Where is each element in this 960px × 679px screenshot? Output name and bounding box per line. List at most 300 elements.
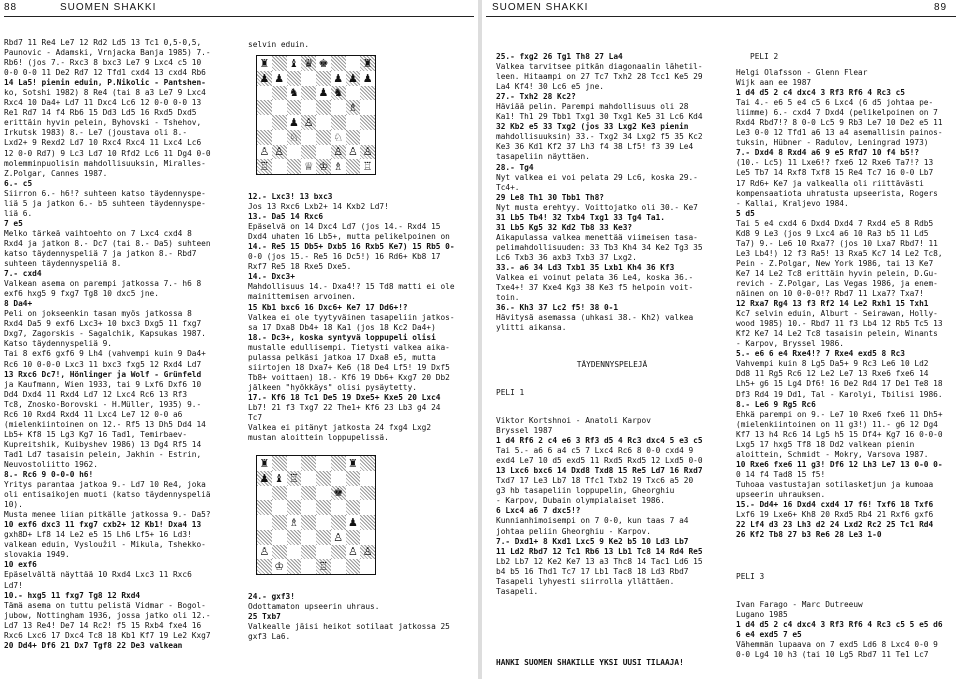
text-line: Kd8 9 Le3 (jos 9 Lxc4 a6 10 Ra3 b5 11 Ld5 bbox=[736, 228, 929, 238]
chess-square bbox=[257, 130, 272, 145]
text-line: Mahdollisuus 14.- Dxa4!? 15 Td8 matti ei ole bbox=[248, 282, 455, 292]
chess-square bbox=[257, 100, 272, 115]
text-line: 14 La5! pienin eduin, P.Nikolic - Pantshen- bbox=[4, 78, 206, 88]
chess-piece-square bbox=[331, 71, 346, 86]
text-line: ja Kaufmann, Wien 1933, tai 9 Lxf6 Dxf6 10 bbox=[4, 379, 202, 389]
chess-piece-icon: ♙ bbox=[303, 115, 314, 129]
game-3-title: PELI 3 bbox=[736, 572, 765, 581]
text-line: 10 Rxe6 fxe6 11 g3! Df6 12 Lh3 Le7 13 0-0 0- bbox=[736, 459, 943, 469]
text-line: Lb2 Lb7 12 Ke2 Ke7 13 a3 Thc8 14 Tac1 Ld6 15 bbox=[496, 556, 703, 566]
text-line: 8.- Rc6 9 0-0-0 h6! bbox=[4, 470, 94, 480]
text-line: La4 Kf4! 30 Lc6 e5 jne. bbox=[496, 82, 604, 92]
text-line: Ld7! bbox=[4, 580, 23, 590]
chess-piece-square bbox=[301, 159, 316, 174]
chess-square bbox=[331, 115, 346, 130]
chess-piece-icon: ♙ bbox=[333, 530, 344, 544]
text-line: 0-0 0-0 11 De2 Rd7 12 Tfd1 cxd4 13 cxd4 Rb6 bbox=[4, 68, 206, 78]
text-line: 15 Kb1 bxc6 16 Dxc6+ Ke7 17 Dd6+!? bbox=[248, 302, 408, 312]
text-line: 29 Le8 Th1 30 Tbb1 Th8? bbox=[496, 192, 604, 202]
chess-square bbox=[316, 456, 331, 471]
chess-square bbox=[272, 545, 287, 560]
text-line: Ke7 14 Le2 Tc8 erittäin hyvin pelein, D.Gu- bbox=[736, 268, 938, 278]
chess-square bbox=[346, 471, 361, 486]
text-line: valkean eduin, Vysloužil - Mikula, Tshekko- bbox=[4, 540, 206, 550]
chess-piece-icon: ♖ bbox=[259, 160, 270, 174]
right-page bbox=[482, 0, 960, 679]
chess-piece-square bbox=[331, 530, 346, 545]
chess-square bbox=[346, 130, 361, 145]
chess-piece-icon: ♗ bbox=[288, 515, 299, 529]
text-line: 25.- fxg2 26 Tg1 Th8 27 La4 bbox=[496, 52, 623, 61]
text-line: johtaa peliin Gheorghiu - Karpov. bbox=[496, 526, 651, 536]
chess-piece-icon: ♔ bbox=[318, 160, 329, 174]
text-line: Lb7! 21 f3 Txg7 22 The1+ Kf6 23 Lb3 g4 24 bbox=[248, 402, 441, 412]
text-line: Dxg7, Zagorskis - Sagalchik, Kapsukas 1987. bbox=[4, 329, 206, 339]
chess-square bbox=[301, 559, 316, 574]
text-line: 31 Lb5 Kg5 32 Kd2 Tb8 33 Ke3? bbox=[496, 222, 633, 232]
chess-square bbox=[257, 486, 272, 501]
text-line: 24.- gxf3! bbox=[248, 592, 295, 601]
chess-piece-square bbox=[257, 56, 272, 71]
text-line: Rxf7 Re5 18 Rxe5 Dxe5. bbox=[248, 262, 352, 272]
chess-piece-square bbox=[360, 159, 375, 174]
text-line: Valkea ei pitänyt jatkosta 24 fxg4 Lxg2 bbox=[248, 423, 432, 433]
text-line: upseerin uhrauksen. bbox=[736, 489, 826, 499]
text-line: pulassa pelkäsi jatkoa 17 Dxa8 e5, mutta bbox=[248, 352, 436, 362]
chess-square bbox=[316, 500, 331, 515]
chess-piece-icon: ♟ bbox=[347, 71, 358, 85]
text-line: katso täydennyspeliä 7 ja jatkon 8.- Rbd7 bbox=[4, 248, 197, 258]
text-line: g3 hb tasapeliin loppupelin, Gheorghiu bbox=[496, 486, 675, 496]
chess-square bbox=[287, 145, 302, 160]
text-line: 12.- Lxc3! 13 bxc3 bbox=[248, 192, 333, 201]
chess-piece-icon: ♜ bbox=[259, 56, 270, 70]
chess-square bbox=[346, 559, 361, 574]
text-line: Häviää pelin. Parempi mahdollisuus oli 28 bbox=[496, 102, 689, 112]
right-header-rule bbox=[486, 16, 956, 17]
text-line: Katso täydennyspeliä 9. bbox=[4, 339, 112, 349]
text-line: Le5 Tb7 14 Rxf8 Txf8 15 Re4 Tc7 16 0-0 Lb7 bbox=[736, 168, 934, 178]
text-line: liä 5 ja jatkon 6.- b5 suhteen täydennyspe- bbox=[4, 198, 206, 208]
text-line: mustalle edullisempi. Tietysti valkea aika- bbox=[248, 342, 450, 352]
chess-square bbox=[301, 100, 316, 115]
text-line: Lxd2+ 9 Rexd2 Ld7 10 Rxc4 Rxc4 11 Lxc4 Lc6 bbox=[4, 138, 202, 148]
text-line: 10 exf6 bbox=[4, 560, 37, 570]
text-line: Rxc6 Lxc6 17 Dxc4 Tc8 18 Kb1 Kf7 19 Le2 Kxg7 bbox=[4, 630, 211, 640]
chess-piece-icon: ♜ bbox=[259, 456, 270, 470]
chess-piece-icon: ♚ bbox=[333, 486, 344, 500]
text-line: Dd4 Dxd4 11 Rxd4 Ld7 12 Lxc4 Rc6 13 Rf3 bbox=[4, 389, 188, 399]
chess-piece-square bbox=[257, 71, 272, 86]
chess-square bbox=[301, 515, 316, 530]
text-line: jälkeen "hyökkäys" olisi pysäytetty. bbox=[248, 382, 417, 392]
text-line: Pein - Z.Polgar, New York 1986, tai 13 Ke7 bbox=[736, 258, 934, 268]
chess-square bbox=[346, 56, 361, 71]
text-line: Kc7 selvin eduin, Alburt - Seirawan, Holly- bbox=[736, 309, 938, 319]
text-line: Irkutsk 1983) 8.- Le7 (joustava oli 8.- bbox=[4, 128, 188, 138]
text-line: Kunnianhimoisempi on 7 0-0, kun taas 7 a4 bbox=[496, 516, 689, 526]
text-line: Siirron 6.- h6!? suhteen katso täydennyspe- bbox=[4, 188, 206, 198]
chess-piece-square bbox=[287, 130, 302, 145]
chess-square bbox=[287, 71, 302, 86]
chess-square bbox=[331, 100, 346, 115]
text-line: 1 d4 d5 2 c4 dxc4 3 Rf3 Rf6 4 Rc3 c5 5 e5 d6 bbox=[736, 620, 943, 630]
chess-square bbox=[346, 500, 361, 515]
text-line: Paunovic - Adamski, Vrnjacka Banja 1985) 7.- bbox=[4, 48, 211, 58]
chess-square bbox=[360, 500, 375, 515]
chess-piece-icon: ♕ bbox=[303, 160, 314, 174]
chess-square bbox=[301, 486, 316, 501]
text-line: Lb5+ Kf8 15 Lg3 Kg7 16 Tad1, Temirbaev- bbox=[4, 429, 188, 439]
text-line: 0 14 f4 Tad8 15 f5! bbox=[736, 469, 826, 479]
text-line: 13 Rxc6 Dc7!, Hönlinger ja Wolf - Grünfeld bbox=[4, 369, 202, 379]
chess-square bbox=[287, 486, 302, 501]
text-line: 31 Lb5 Tb4! 32 Txb4 Txg1 33 Tg4 Ta1. bbox=[496, 212, 665, 222]
text-line: 7 e5 bbox=[4, 218, 23, 228]
chess-square bbox=[360, 471, 375, 486]
text-line: Ehkä parempi on 9.- Le7 10 Rxe6 fxe6 11 Dh5+ bbox=[736, 409, 943, 419]
text-line: 26 Kf2 Tb8 27 b3 Re6 28 Le3 1-0 bbox=[736, 530, 882, 540]
text-line: 22 Lf4 d3 23 Lh3 d2 24 Lxd2 Rc2 25 Tc1 Rd4 bbox=[736, 520, 934, 530]
chess-square bbox=[272, 130, 287, 145]
chess-square bbox=[331, 500, 346, 515]
chess-square bbox=[301, 530, 316, 545]
chess-square bbox=[301, 471, 316, 486]
left-column-1 bbox=[4, 38, 242, 679]
text-line: slovakia 1949. bbox=[4, 550, 70, 560]
chess-piece-icon: ♞ bbox=[288, 86, 299, 100]
chess-square bbox=[272, 486, 287, 501]
text-line: Musta menee liian pitkälle jatkossa 9.- Da5? bbox=[4, 510, 211, 520]
chess-square bbox=[287, 545, 302, 560]
text-line: Aikapulassa valkea menettää viimeisen tasa- bbox=[496, 232, 698, 242]
text-line: leen. Hitaampi on 27 Tc7 Txh2 28 Tcc1 Ke5 29 bbox=[496, 72, 703, 82]
text-line: Rb6! (jos 7.- Rxc3 8 bxc3 Le7 9 Lxc4 c5 10 bbox=[4, 58, 202, 68]
chess-square bbox=[331, 559, 346, 574]
text-line: suhteen täydennyspeliä 8. bbox=[4, 259, 122, 269]
chess-square bbox=[316, 145, 331, 160]
chess-square bbox=[287, 559, 302, 574]
left-header-rule bbox=[4, 16, 474, 17]
text-line: exd4 Le7 10 d5 exd5 11 Rxd5 Rxd5 12 Lxd5 0-0 bbox=[496, 456, 703, 466]
text-line: 7.- Dxd1+ 8 Kxd1 Lxc5 9 Ke2 b5 10 Ld3 Lb7 bbox=[496, 536, 689, 546]
text-line: Vahvempi kuin 8 Lg5 Da5+ 9 Rc3 Le6 10 Ld2 bbox=[736, 359, 929, 369]
chess-piece-icon: ♗ bbox=[333, 160, 344, 174]
chess-piece-square bbox=[257, 159, 272, 174]
text-line: wood 1985) 10.- Rbd7 11 f3 Lb4 12 Rb5 Tc5 13 bbox=[736, 319, 943, 329]
text-line: (mielenkiintoinen on 12.- Rf5 13 Dh5 Dd4 14 bbox=[4, 419, 206, 429]
chess-square bbox=[346, 115, 361, 130]
chess-square bbox=[360, 530, 375, 545]
chess-piece-square bbox=[360, 545, 375, 560]
chess-square bbox=[257, 86, 272, 101]
text-line: Re1 Rd7 14 f4 Rb6 15 Dd3 Ld5 16 Rxd5 Dxd5 bbox=[4, 108, 197, 118]
text-line: Txe4+! 37 Kxe4 Kg3 38 Ke3 f5 helpoin voit- bbox=[496, 283, 694, 293]
text-line: 20 Dd4+ Df6 21 Dx7 Tgf8 22 De3 valkean bbox=[4, 640, 183, 650]
text-line: näinen on 10 0-0-0!? Rbd7 11 Lxa7? Txa7! bbox=[736, 289, 924, 299]
text-line: Tai 5.- a6 6 a4 c5 7 Lxc4 Rc6 8 0-0 cxd4 9 bbox=[496, 446, 694, 456]
section-title: TÄYDENNYSPELEJÄ bbox=[576, 360, 648, 369]
chess-piece-icon: ♟ bbox=[288, 115, 299, 129]
text-line: Yritys parantaa jatkoa 9.- Ld7 10 Re4, joka bbox=[4, 480, 206, 490]
text-line: Rxd4 Rbd7!? 8 0-0 Lc5 9 Rb3 Le7 10 De2 e5 11 bbox=[736, 118, 943, 128]
chess-square bbox=[287, 159, 302, 174]
text-line: 6 Lxc4 a6 7 dxc5!? bbox=[496, 506, 581, 516]
chess-square bbox=[272, 86, 287, 101]
text-line: Kf2 Ke7 14 Le2 Tc8 tasaisin pelein, Winants bbox=[736, 329, 938, 339]
chess-piece-square bbox=[287, 471, 302, 486]
text-line: Valkea ei ole tyytyväinen tasapeliin jatkos- bbox=[248, 312, 455, 322]
chess-piece-icon: ♝ bbox=[288, 56, 299, 70]
chess-piece-square bbox=[301, 115, 316, 130]
chess-square bbox=[257, 559, 272, 574]
text-line: Kupreitshik, Kuibyshev 1986) 13 Dg4 Rf5 14 bbox=[4, 439, 202, 449]
chess-piece-icon: ♟ bbox=[362, 71, 373, 85]
text-line: Helgi Olafsson - Glenn Flear bbox=[736, 68, 868, 77]
text-line: 15.- Dd4+ 16 Dxd4 cxd4 17 f6! Txf6 18 Txf6 bbox=[736, 500, 934, 510]
chess-piece-icon: ♙ bbox=[274, 145, 285, 159]
text-line: Le3 0-0 12 Tfd1 a6 13 a4 asemallisin painos- bbox=[736, 128, 943, 138]
text-line: exf6 hxg5 9 fxg7 Tg8 10 dxc5 jne. bbox=[4, 289, 159, 299]
chess-piece-icon: ♙ bbox=[347, 145, 358, 159]
text-line: 17 Rd6+ Ke7 ja valkealla oli riittävästi bbox=[736, 178, 924, 188]
chess-piece-icon: ♝ bbox=[274, 471, 285, 485]
text-line: 13 Lxc6 bxc6 14 Dxd8 Txd8 15 Re5 Ld7 16 Rxd7 bbox=[496, 466, 703, 476]
text-line: Kf7 13 h4 Rc6 14 Lg5 h5 15 Df4+ Kg7 16 0-0-0 bbox=[736, 429, 943, 439]
chess-square bbox=[331, 545, 346, 560]
chess-square bbox=[257, 115, 272, 130]
text-line: Tb8+ voittaen) 18.- Kf6 19 Db6+ Kxg7 20 Db2 bbox=[248, 372, 450, 382]
text-line: gxf3 La6. bbox=[248, 632, 291, 642]
chess-square bbox=[272, 500, 287, 515]
chess-piece-square bbox=[346, 545, 361, 560]
text-line: aloittein, Schmidt - Mokry, Varsova 1987. bbox=[736, 449, 929, 459]
text-line: 14.- Dxc3+ bbox=[248, 272, 295, 282]
right-page-number: 89 bbox=[934, 2, 948, 13]
text-line: Epäselvä on 14 Dxc4 Ld7 (jos 14.- Rxd4 15 bbox=[248, 222, 441, 232]
text-line: Tuhoaa vastustajan sotilasketjun ja kumoaa bbox=[736, 479, 934, 489]
chess-square bbox=[287, 530, 302, 545]
chess-square bbox=[287, 500, 302, 515]
chess-piece-square bbox=[316, 86, 331, 101]
chess-square bbox=[316, 515, 331, 530]
chess-piece-square bbox=[272, 559, 287, 574]
text-line: jubow, Nottingham 1936, jossa jatko oli 12.- bbox=[4, 610, 211, 620]
chess-square bbox=[316, 471, 331, 486]
text-line: 7.- Dxd4 8 Rxd4 a6 9 e5 Rfd7 10 f4 b5!? bbox=[736, 148, 920, 158]
chess-piece-square bbox=[346, 100, 361, 115]
text-line: Ld7 13 Re4! De7 14 Rc2! f5 15 Rxb4 fxe4 16 bbox=[4, 620, 202, 630]
text-line: - Karpov, Bryssel 1986. bbox=[736, 339, 844, 349]
chess-piece-square bbox=[287, 115, 302, 130]
chess-piece-square bbox=[346, 71, 361, 86]
chess-square bbox=[360, 130, 375, 145]
text-line: Lc6 Txb3 36 axb3 Txb3 37 Lxg2. bbox=[496, 252, 637, 262]
text-line: Tai 5 e4 cxd4 6 Dxd4 Dxd4 7 Rxd4 e5 8 Rdb5 bbox=[736, 218, 934, 228]
chess-piece-icon: ♘ bbox=[288, 130, 299, 144]
chess-square bbox=[360, 515, 375, 530]
chess-piece-square bbox=[360, 145, 375, 160]
text-line: 36.- Kh3 37 Lc2 f5! 38 0-1 bbox=[496, 303, 619, 313]
subscription-notice: HANKI SUOMEN SHAKILLE YKSI UUSI TILAAJA! bbox=[496, 658, 684, 667]
chess-piece-icon: ♜ bbox=[347, 456, 358, 470]
text-line: 28.- Tg4 bbox=[496, 162, 534, 172]
text-line: 11 Ld2 Rbd7 12 Tc1 Rb6 13 Lb1 Tc8 14 Rd4 Re5 bbox=[496, 546, 703, 556]
chess-piece-icon: ♟ bbox=[333, 71, 344, 85]
text-line: Tc8, Znosko-Borovski - H.Müller, 1935) 9.- bbox=[4, 399, 202, 409]
text-line: Lxg5 17 hxg5 Tf8 18 Dd2 valkean pienin bbox=[736, 439, 915, 449]
right-column-1 bbox=[496, 52, 728, 342]
text-line: 10). bbox=[4, 500, 23, 510]
chess-piece-square bbox=[331, 145, 346, 160]
chess-piece-icon: ♙ bbox=[333, 145, 344, 159]
text-line: Peli on jokseenkin tasan myös jatkossa 8 bbox=[4, 309, 192, 319]
text-line: Tasapeli lyhyesti siirrolla yllättäen. bbox=[496, 576, 675, 586]
text-line: Hävitysä asemassa (uhkasi 38.- Kh2) valkea bbox=[496, 313, 694, 323]
chess-piece-icon: ♙ bbox=[259, 545, 270, 559]
text-line: 6.- c5 bbox=[4, 178, 33, 188]
chess-piece-square bbox=[346, 145, 361, 160]
text-line: Tad1 Ld7 tasaisin pelein, Jakhin - Estrin, bbox=[4, 449, 202, 459]
text-line: 32 Kb2 e5 33 Txg2 (jos 33 Lxg2 Ke3 pienin bbox=[496, 122, 689, 132]
text-line: Valkea ei voinut pelata 36 Le4, koska 36.- bbox=[496, 273, 694, 283]
chess-piece-icon: ♞ bbox=[333, 86, 344, 100]
chess-square bbox=[301, 145, 316, 160]
chess-piece-square bbox=[257, 545, 272, 560]
text-line: Neuvostoliitto 1962. bbox=[4, 459, 98, 469]
text-line: (10.- Lc5) 11 Lxe6!? fxe6 12 Rxe6 Ta7!? 13 bbox=[736, 158, 934, 168]
text-line: Viktor Kortshnoi - Anatoli Karpov bbox=[496, 416, 651, 425]
chess-square bbox=[346, 486, 361, 501]
chess-square bbox=[257, 530, 272, 545]
text-line: Jos 13 Rxc6 Lxb2+ 14 Kxb2 Ld7! bbox=[248, 202, 389, 212]
chess-piece-icon: ♔ bbox=[274, 560, 285, 574]
text-line: toin. bbox=[496, 293, 520, 303]
chess-piece-icon: ♟ bbox=[259, 471, 270, 485]
chess-piece-icon: ♙ bbox=[362, 545, 373, 559]
text-line: ylitti aikansa. bbox=[496, 323, 567, 333]
left-page bbox=[0, 0, 478, 679]
text-line: Wijk aan ee 1987 bbox=[736, 78, 812, 88]
text-line: siirtojen 18 Dxa7+ Ke6 (18 De4 Lf5! 19 Dxf5 bbox=[248, 362, 450, 372]
text-line: (mielenkiintoinen on 11 g3!) 11.- g6 12 Dg4 bbox=[736, 419, 938, 429]
chess-piece-square bbox=[287, 515, 302, 530]
chess-square bbox=[316, 100, 331, 115]
game-1-title: PELI 1 bbox=[496, 388, 525, 397]
text-line: 6 e4 exd5 7 e5 bbox=[736, 630, 802, 640]
chess-square bbox=[301, 500, 316, 515]
chess-square bbox=[257, 515, 272, 530]
chess-square bbox=[301, 71, 316, 86]
text-line: mustan aloittein loppupelissä. bbox=[248, 433, 389, 443]
chess-square bbox=[272, 456, 287, 471]
chess-piece-square bbox=[257, 471, 272, 486]
text-line: liimme) 6.- cxd4 7 Dxd4 (pelikelpoinen on 7 bbox=[736, 108, 938, 118]
chess-square bbox=[272, 100, 287, 115]
chess-square bbox=[287, 100, 302, 115]
text-line: ko, Sotshi 1982) 8 Re4 (tai 8 a3 Le7 9 Lxc4 bbox=[4, 88, 206, 98]
chess-square bbox=[331, 56, 346, 71]
text-line: Valkea tarvitsee pitkän diagonaalin lähetil- bbox=[496, 62, 703, 72]
text-line: Z.Polgar, Cannes 1987. bbox=[4, 168, 108, 178]
chess-piece-square bbox=[257, 456, 272, 471]
chess-piece-square bbox=[316, 159, 331, 174]
text-line: Tämä asema on tuttu pelistä Vidmar - Bogol- bbox=[4, 600, 206, 610]
text-line: Le3 Lb4!) 12 f3 Ra5! 13 Rxa5 Kc7 14 Le2 Tc8, bbox=[736, 248, 943, 258]
text-line: Melko tärkeä vaihtoehto on 7 Lxc4 cxd4 8 bbox=[4, 228, 192, 238]
chess-square bbox=[301, 545, 316, 560]
text-line: revich - Z.Polgar, Las Vegas 1986, ja enem- bbox=[736, 278, 938, 288]
chess-square bbox=[331, 456, 346, 471]
chess-piece-icon: ♙ bbox=[362, 145, 373, 159]
text-line: Epäselvältä näyttää 10 Rxd4 Lxc3 11 Rxc6 bbox=[4, 570, 192, 580]
text-line: b4 b5 16 Thd1 Tc7 17 Lb1 Tac8 18 Ld3 Rbd7 bbox=[496, 566, 689, 576]
chess-square bbox=[316, 530, 331, 545]
chess-diagram-bottom bbox=[256, 455, 376, 575]
text-line: Ka1! Th1 29 Tbb1 Txg1 30 Txg1 Ke5 31 Lc6 Kd4 bbox=[496, 112, 703, 122]
chess-piece-icon: ♚ bbox=[318, 56, 329, 70]
chess-piece-square bbox=[257, 145, 272, 160]
chess-piece-icon: ♖ bbox=[318, 560, 329, 574]
chess-piece-icon: ♖ bbox=[288, 471, 299, 485]
text-line: mainittemisen arvoinen. bbox=[248, 292, 356, 302]
chess-square bbox=[360, 100, 375, 115]
chess-square bbox=[360, 115, 375, 130]
text-line: Rxd4 ja jatkon 8.- Dc7 (tai 8.- Da5) suhteen bbox=[4, 238, 211, 248]
text-line: tuksin, Hübner - Radulov, Leningrad 1973) bbox=[736, 138, 929, 148]
chess-square bbox=[272, 56, 287, 71]
text-line: 0-0 (jos 15.- Re5 16 Dc5!) 16 Rd6+ Kb8 17 bbox=[248, 252, 441, 262]
text-line: 14.- Re5 15 Db5+ Dxb5 16 Rxb5 Ke7) 15 Rb5 0- bbox=[248, 242, 455, 252]
chess-piece-icon: ♙ bbox=[259, 145, 270, 159]
text-line: 1 d4 d5 2 c4 dxc4 3 Rf3 Rf6 4 Rc3 c5 bbox=[736, 88, 905, 98]
text-line: Rxc4 10 Da4+ Ld7 11 Dxc4 Lc6 12 0-0 0-0 13 bbox=[4, 98, 202, 108]
right-running-head: SUOMEN SHAKKI bbox=[492, 2, 589, 13]
left-running-head: SUOMEN SHAKKI bbox=[60, 2, 157, 13]
chess-piece-icon: ♟ bbox=[318, 86, 329, 100]
chess-square bbox=[360, 86, 375, 101]
chess-piece-square bbox=[346, 456, 361, 471]
chess-piece-icon: ♗ bbox=[347, 101, 358, 115]
text-line: Rbd7 11 Re4 Le7 12 Rd2 Ld5 13 Tc1 0,5-0,5, bbox=[4, 38, 202, 47]
chess-square bbox=[316, 115, 331, 130]
text-line: Nyt valkea ei voi pelata 29 Lc6, koska 29.- bbox=[496, 172, 698, 182]
chess-piece-square bbox=[287, 86, 302, 101]
text-line: 33.- a6 34 Ld3 Txb1 35 Lxb1 Kh4 36 Kf3 bbox=[496, 262, 675, 272]
chess-piece-square bbox=[360, 71, 375, 86]
text-line: pelimahdollisuuden: 33 Tb3 Kh4 34 Ke2 Tg3 35 bbox=[496, 242, 703, 252]
chess-piece-icon: ♟ bbox=[259, 71, 270, 85]
text-line: Txd7 17 Le3 Lb7 18 Tfc1 Txb2 19 Txc6 a5 20 bbox=[496, 476, 694, 486]
text-line: Rxd4 Da5 9 exf6 Lxc3+ 10 bxc3 Dxg5 11 fxg7 bbox=[4, 319, 202, 329]
text-line: Rc6 10 Rxd4 Rxd4 11 Lxc4 Le7 12 0-0 a6 bbox=[4, 409, 183, 419]
chess-square bbox=[272, 515, 287, 530]
chess-piece-square bbox=[331, 130, 346, 145]
chess-square bbox=[360, 559, 375, 574]
text-line: - Kallai, Kraljevo 1984. bbox=[736, 198, 849, 208]
text-line: 17.- Kf6 18 Tc1 De5 19 Dxe5+ Kxe5 20 Lxc4 bbox=[248, 392, 441, 402]
chess-piece-square bbox=[316, 559, 331, 574]
chess-piece-square bbox=[272, 471, 287, 486]
text-line: 1 d4 Rf6 2 c4 e6 3 Rf3 d5 4 Rc3 dxc4 5 e3 c5 bbox=[496, 436, 703, 446]
text-line: 12 0-0 Rd7) 9 Lc3 Ld7 10 Rfd2 Lc6 11 Dg4 0-0 bbox=[4, 148, 211, 158]
chess-piece-square bbox=[360, 56, 375, 71]
text-line: 8.- Le6 9 Rg5 Rc6 bbox=[736, 399, 816, 409]
text-line: Df3 Rd4 19 Dd1, Tal - Karolyi, Tbilisi 1986. bbox=[736, 389, 943, 399]
chess-square bbox=[346, 159, 361, 174]
text-line: Dxd4 uhaten 16 Lb5+, mutta pelikelpoinen on bbox=[248, 232, 450, 242]
right-column-1-game bbox=[496, 416, 728, 651]
